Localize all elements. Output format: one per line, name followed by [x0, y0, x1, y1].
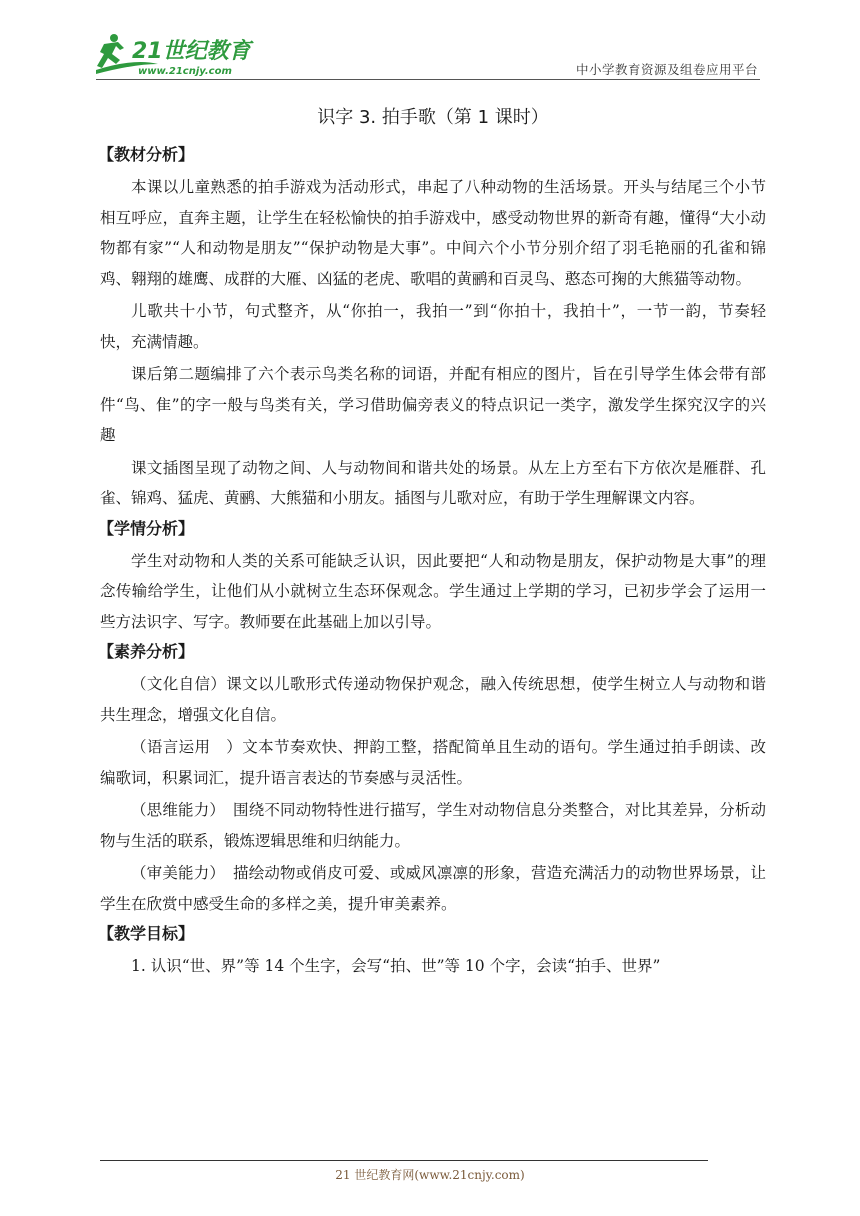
- section-teaching-goals: [100, 921, 766, 982]
- paragraph: 1. 认识“世、界”等 14 个生字，会写“拍、世”等 10 个字，会读“拍手、世界”: [131, 957, 661, 975]
- section-textbook-analysis: [100, 142, 766, 514]
- paragraph: （思维能力） 围绕不同动物特性进行描写，学生对动物信息分类整合，对比其差异，分析动物与生活的联系，锻炼逻辑思维和归纳能力。: [100, 801, 766, 850]
- paragraph: 学生对动物和人类的关系可能缺乏认识，因此要把“人和动物是朋友，保护动物是大事”的理念传输给学生，让他们从小就树立生态环保观念。学生通过上学期的学习，已初步学会了运用一些方法识字、写字。教师要在此基础上加以引导。: [100, 551, 766, 631]
- footer-divider: [100, 1160, 708, 1161]
- paragraph: （文化自信）课文以儿歌形式传递动物保护观念，融入传统思想，使学生树立人与动物和谐共生理念，增强文化自信。: [100, 675, 766, 724]
- section-learner-analysis: [100, 516, 766, 638]
- paragraph: 课后第二题编排了六个表示鸟类名称的词语，并配有相应的图片，旨在引导学生体会带有部件“鸟、隹”的字一般与鸟类有关，学习借助偏旁表义的特点识记一类字，激发学生探究汉字的兴趣: [100, 365, 766, 444]
- logo-url-text: www.21cnjy.com: [138, 66, 232, 77]
- platform-name: 中小学教育资源及组卷应用平台: [575, 62, 758, 77]
- document-body: [100, 104, 766, 984]
- section-heading: 【教材分析】: [98, 145, 195, 164]
- logo-main-text: 21世纪教育: [132, 39, 251, 64]
- section-heading: 【教学目标】: [98, 924, 195, 943]
- page-header: [0, 0, 860, 90]
- paragraph: 课文插图呈现了动物之间、人与动物间和谐共处的场景。从左上方至右下方依次是雁群、孔雀、锦鸡、猛虎、黄鹂、大熊猫和小朋友。插图与儿歌对应，有助于学生理解课文内容。: [100, 458, 766, 507]
- section-heading: 【学情分析】: [98, 518, 195, 538]
- paragraph: （审美能力） 描绘动物或俏皮可爱、或威风凛凛的形象，营造充满活力的动物世界场景，让学生在欣赏中感受生命的多样之美，提升审美素养。: [100, 864, 766, 913]
- paragraph: （语言运用 ）文本节奏欢快、押韵工整，搭配简单且生动的语句。学生通过拍手朗读、改编歌词，积累词汇，提升语言表达的节奏感与灵活性。: [100, 738, 766, 787]
- paragraph: 儿歌共十小节，句式整齐，从“你拍一，我拍一”到“你拍十，我拍十”，一节一韵，节奏轻快，充满情趣。: [100, 302, 766, 351]
- page-footer: 21 世纪教育网(www.21cnjy.com): [335, 1168, 525, 1182]
- logo: [94, 30, 264, 80]
- section-heading: 【素养分析】: [98, 642, 195, 661]
- document-title: 识字 3. 拍手歌（第 1 课时）: [317, 107, 549, 128]
- section-literacy-analysis: [100, 639, 766, 919]
- paragraph: 本课以儿童熟悉的拍手游戏为活动形式，串起了八种动物的生活场景。开头与结尾三个小节相互呼应，直奔主题，让学生在轻松愉快的拍手游戏中，感受动物世界的新奇有趣，懂得“大小动物都有家”“人和动物是朋友”“保护动物是大事”。中间六个小节分别介绍了羽毛艳丽的孔雀和锦鸡、翱翔的雄鹰、成群的大雁、凶猛的老虎、歌唱的黄鹂和百灵鸟、憨态可掬的大熊猫等动物。: [100, 178, 766, 288]
- header-divider: [96, 79, 760, 80]
